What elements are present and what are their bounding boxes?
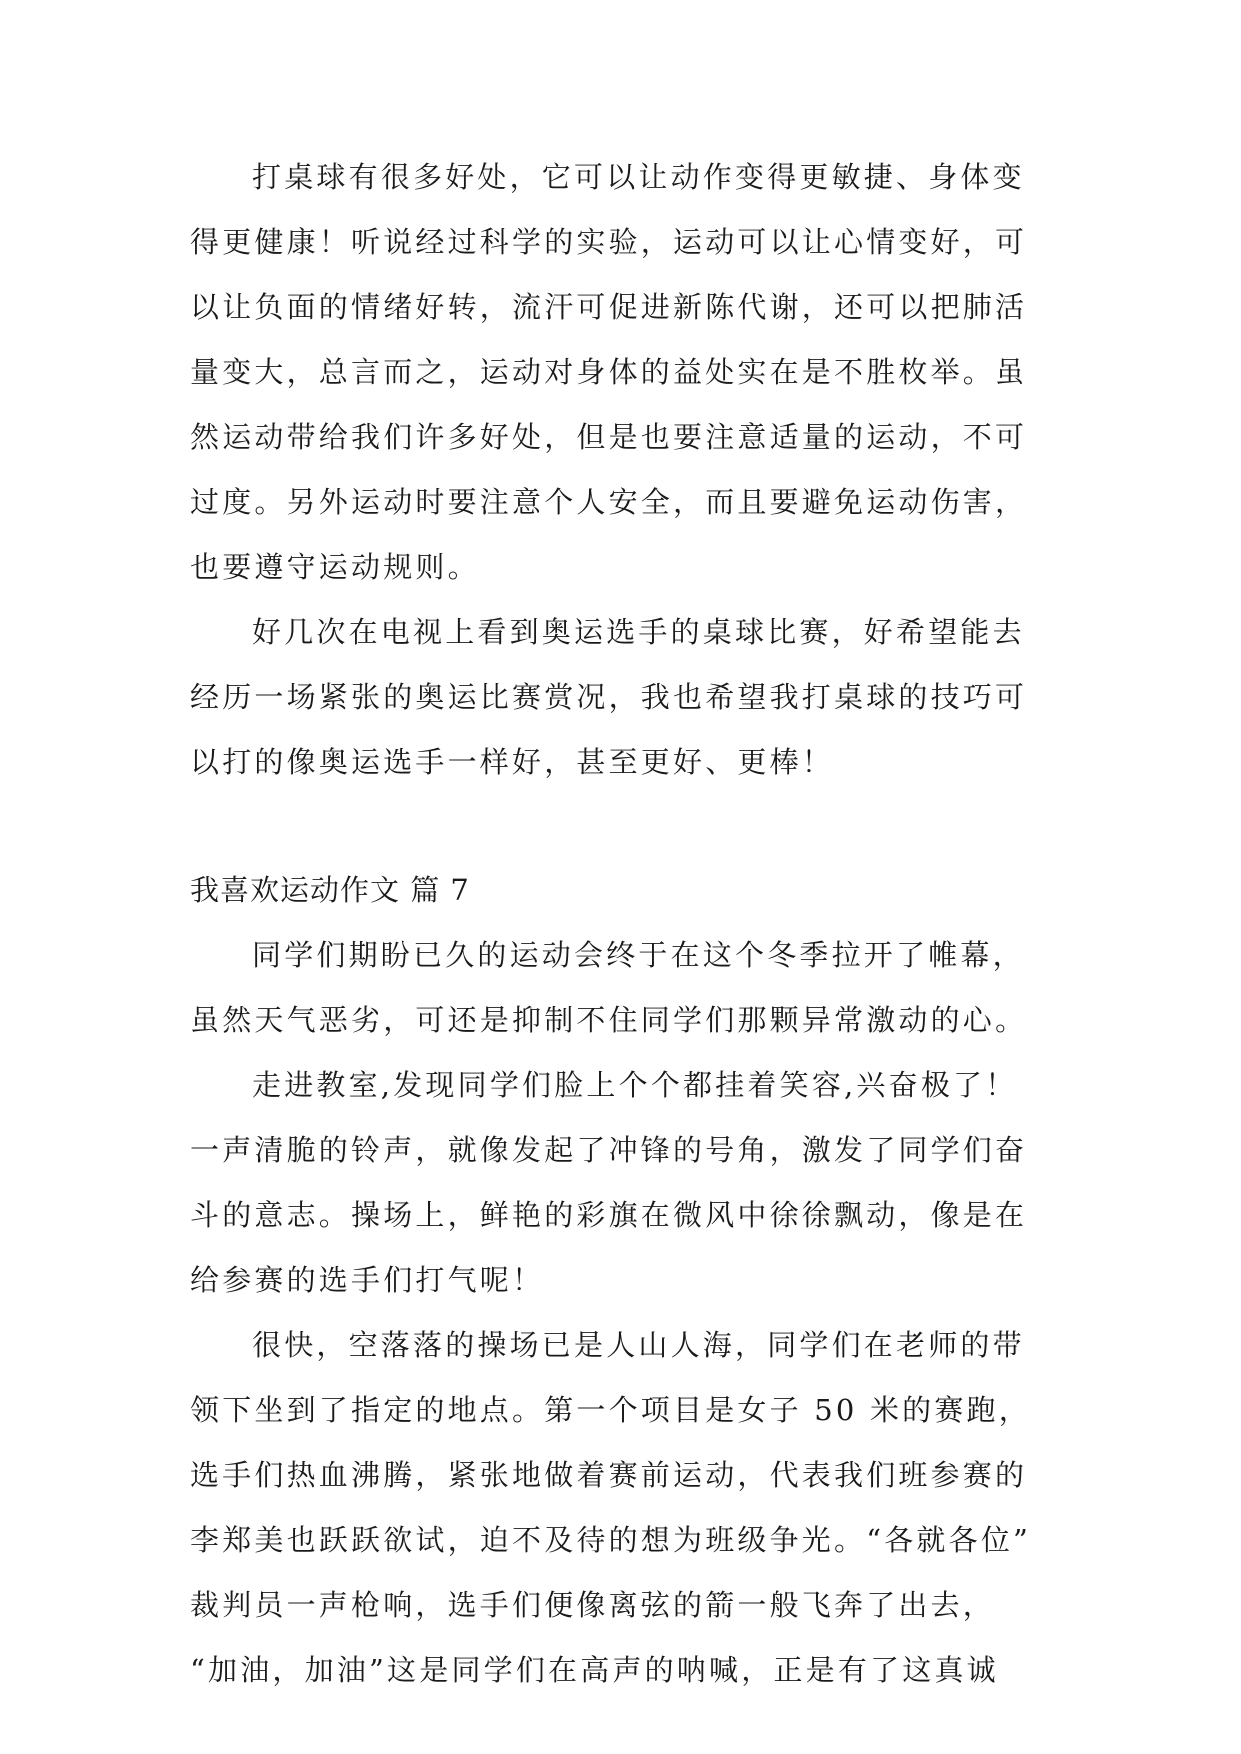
paragraph-line: 过度。另外运动时要注意个人安全，而且要避免运动伤害， — [190, 485, 1028, 519]
paragraph-line: 然运动带给我们许多好处，但是也要注意适量的运动，不可 — [190, 420, 1028, 454]
paragraph-line: 也要遵守运动规则。 — [190, 550, 480, 584]
paragraph-line: 给参赛的选手们打气呢！ — [190, 1263, 545, 1297]
paragraph-line: 虽然天气恶劣，可还是抑制不住同学们那颗异常激动的心。 — [190, 1003, 1028, 1037]
paragraph-line: 以让负面的情绪好转，流汗可促进新陈代谢，还可以把肺活 — [190, 290, 1028, 324]
paragraph-line: 同学们期盼已久的运动会终于在这个冬季拉开了帷幕， — [252, 938, 1025, 972]
paragraph-line: 选手们热血沸腾，紧张地做着赛前运动，代表我们班参赛的 — [190, 1458, 1028, 1492]
paragraph-line: 斗的意志。操场上，鲜艳的彩旗在微风中徐徐飘动，像是在 — [190, 1198, 1028, 1232]
paragraph-line: 以打的像奥运选手一样好，甚至更好、更棒！ — [190, 745, 835, 779]
paragraph-line: 领下坐到了指定的地点。第一个项目是女子 50 米的赛跑， — [190, 1393, 1031, 1427]
section-title: 我喜欢运动作文 篇 7 — [190, 873, 470, 907]
paragraph-line: 很快，空落落的操场已是人山人海，同学们在老师的带 — [252, 1328, 1025, 1362]
paragraph-line: 打桌球有很多好处，它可以让动作变得更敏捷、身体变 — [252, 160, 1025, 194]
paragraph-line: 量变大，总言而之，运动对身体的益处实在是不胜枚举。虽 — [190, 355, 1028, 389]
paragraph-line: 好几次在电视上看到奥运选手的桌球比赛，好希望能去 — [252, 615, 1025, 649]
paragraph-line: “加油，加油”这是同学们在高声的呐喊，正是有了这真诚 — [190, 1653, 999, 1687]
paragraph-line: 裁判员一声枪响，选手们便像离弦的箭一般飞奔了出去， — [190, 1588, 996, 1622]
paragraph-line: 走进教室,发现同学们脸上个个都挂着笑容,兴奋极了！ — [252, 1068, 1018, 1102]
paragraph-line: 得更健康！听说经过科学的实验，运动可以让心情变好，可 — [190, 225, 1028, 259]
paragraph-line: 经历一场紧张的奥运比赛赏况，我也希望我打桌球的技巧可 — [190, 680, 1028, 714]
paragraph-line: 一声清脆的铃声，就像发起了冲锋的号角，激发了同学们奋 — [190, 1133, 1028, 1167]
paragraph-line: 李郑美也跃跃欲试，迫不及待的想为班级争光。“各就各位” — [190, 1523, 1032, 1557]
